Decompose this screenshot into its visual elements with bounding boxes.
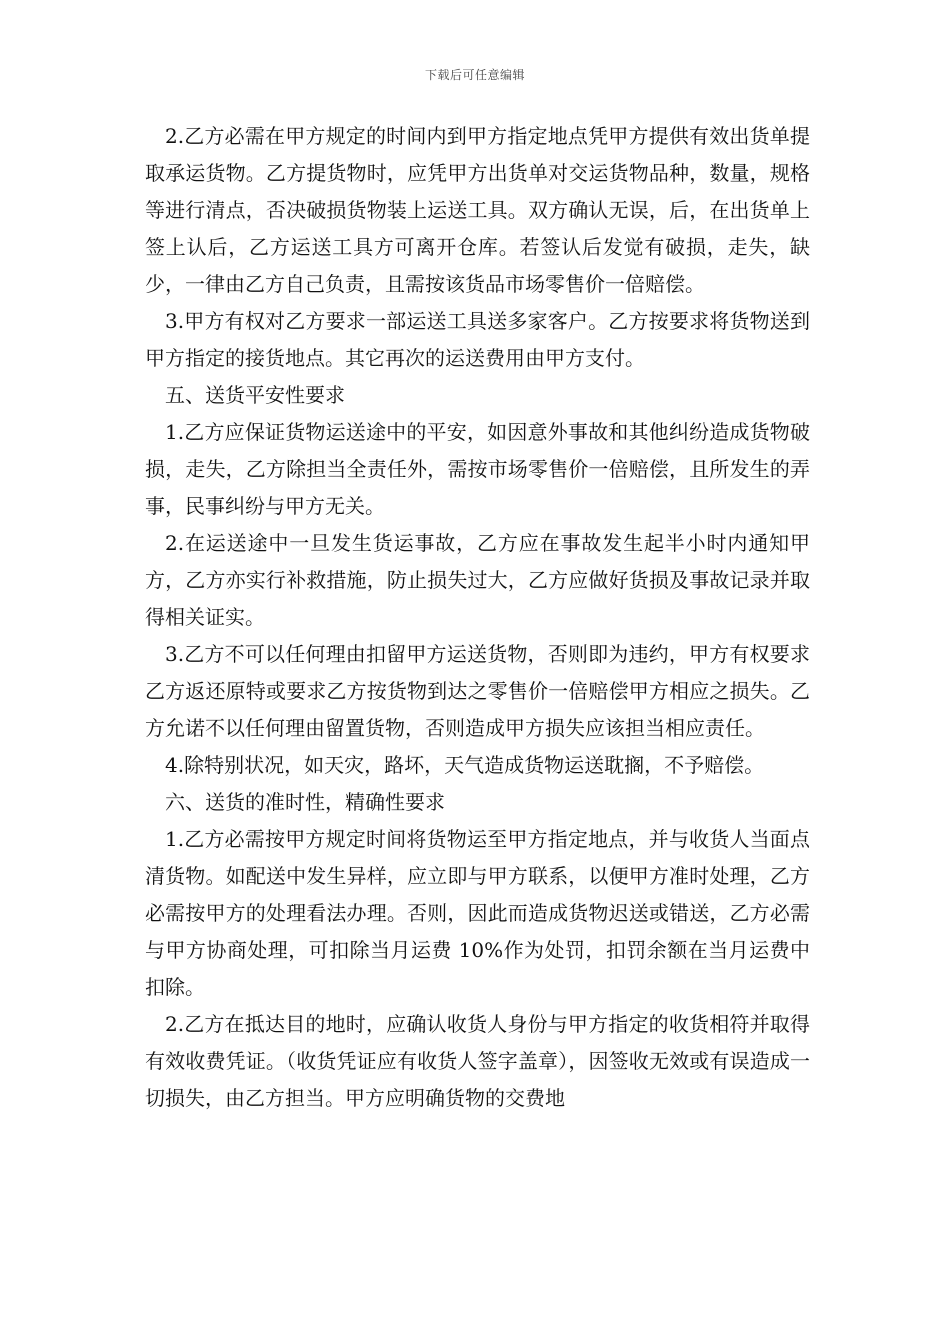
paragraph-5-3: 3.乙方不可以任何理由扣留甲方运送货物，否则即为违约，甲方有权要求乙方返还原特或要求乙方按货物到达之零售价一倍赔偿甲方相应之损失。乙方允诺不以任何理由留置货物，否则造成甲方损失应该担当相应责任。: [145, 642, 810, 740]
section-heading-6: 六、送货的准时性，精确性要求: [165, 790, 445, 814]
paragraph-6-2: 2.乙方在抵达目的地时，应确认收货人身份与甲方指定的收货相符并取得有效收费凭证。（收货凭证应有收货人签字盖章），因签收无效或有误造成一切损失，由乙方担当。甲方应明确货物的交费地: [145, 1012, 810, 1110]
paragraph-5-2: 2.在运送途中一旦发生货运事故，乙方应在事故发生起半小时内通知甲方，乙方亦实行补救措施，防止损失过大，乙方应做好货损及事故记录并取得相关证实。: [145, 531, 810, 629]
paragraph-4-3: 3.甲方有权对乙方要求一部运送工具送多家客户。乙方按要求将货物送到甲方指定的接货地点。其它再次的运送费用由甲方支付。: [145, 309, 810, 370]
paragraph-6-1: 1.乙方必需按甲方规定时间将货物运至甲方指定地点，并与收货人当面点清货物。如配送中发生异样，应立即与甲方联系，以便甲方准时处理，乙方必需按甲方的处理看法办理。否则，因此而造成货物迟送或错送，乙方必需与甲方协商处理，可扣除当月运费 10%作为处罚，扣罚余额在当月运费中扣除。: [145, 827, 810, 999]
page-header: 下载后可任意编辑: [424, 68, 525, 82]
paragraph-4-2: 2.乙方必需在甲方规定的时间内到甲方指定地点凭甲方提供有效出货单提取承运货物。乙方提货物时，应凭甲方出货单对交运货物品种，数量，规格等进行清点，否决破损货物装上运送工具。双方确认无误，后，在出货单上签上认后，乙方运送工具方可离开仓库。若签认后发觉有破损，走失，缺少，一律由乙方自己负责，且需按该货品市场零售价一倍赔偿。: [145, 124, 810, 296]
paragraph-5-4: 4.除特别状况，如天灾，路坏，天气造成货物运送耽搁，不予赔偿。: [165, 753, 765, 777]
section-heading-5: 五、送货平安性要求: [165, 383, 345, 407]
document-body: [145, 118, 810, 1117]
paragraph-5-1: 1.乙方应保证货物运送途中的平安，如因意外事故和其他纠纷造成货物破损，走失，乙方除担当全责任外，需按市场零售价一倍赔偿，且所发生的弄事，民事纠纷与甲方无关。: [145, 420, 810, 518]
